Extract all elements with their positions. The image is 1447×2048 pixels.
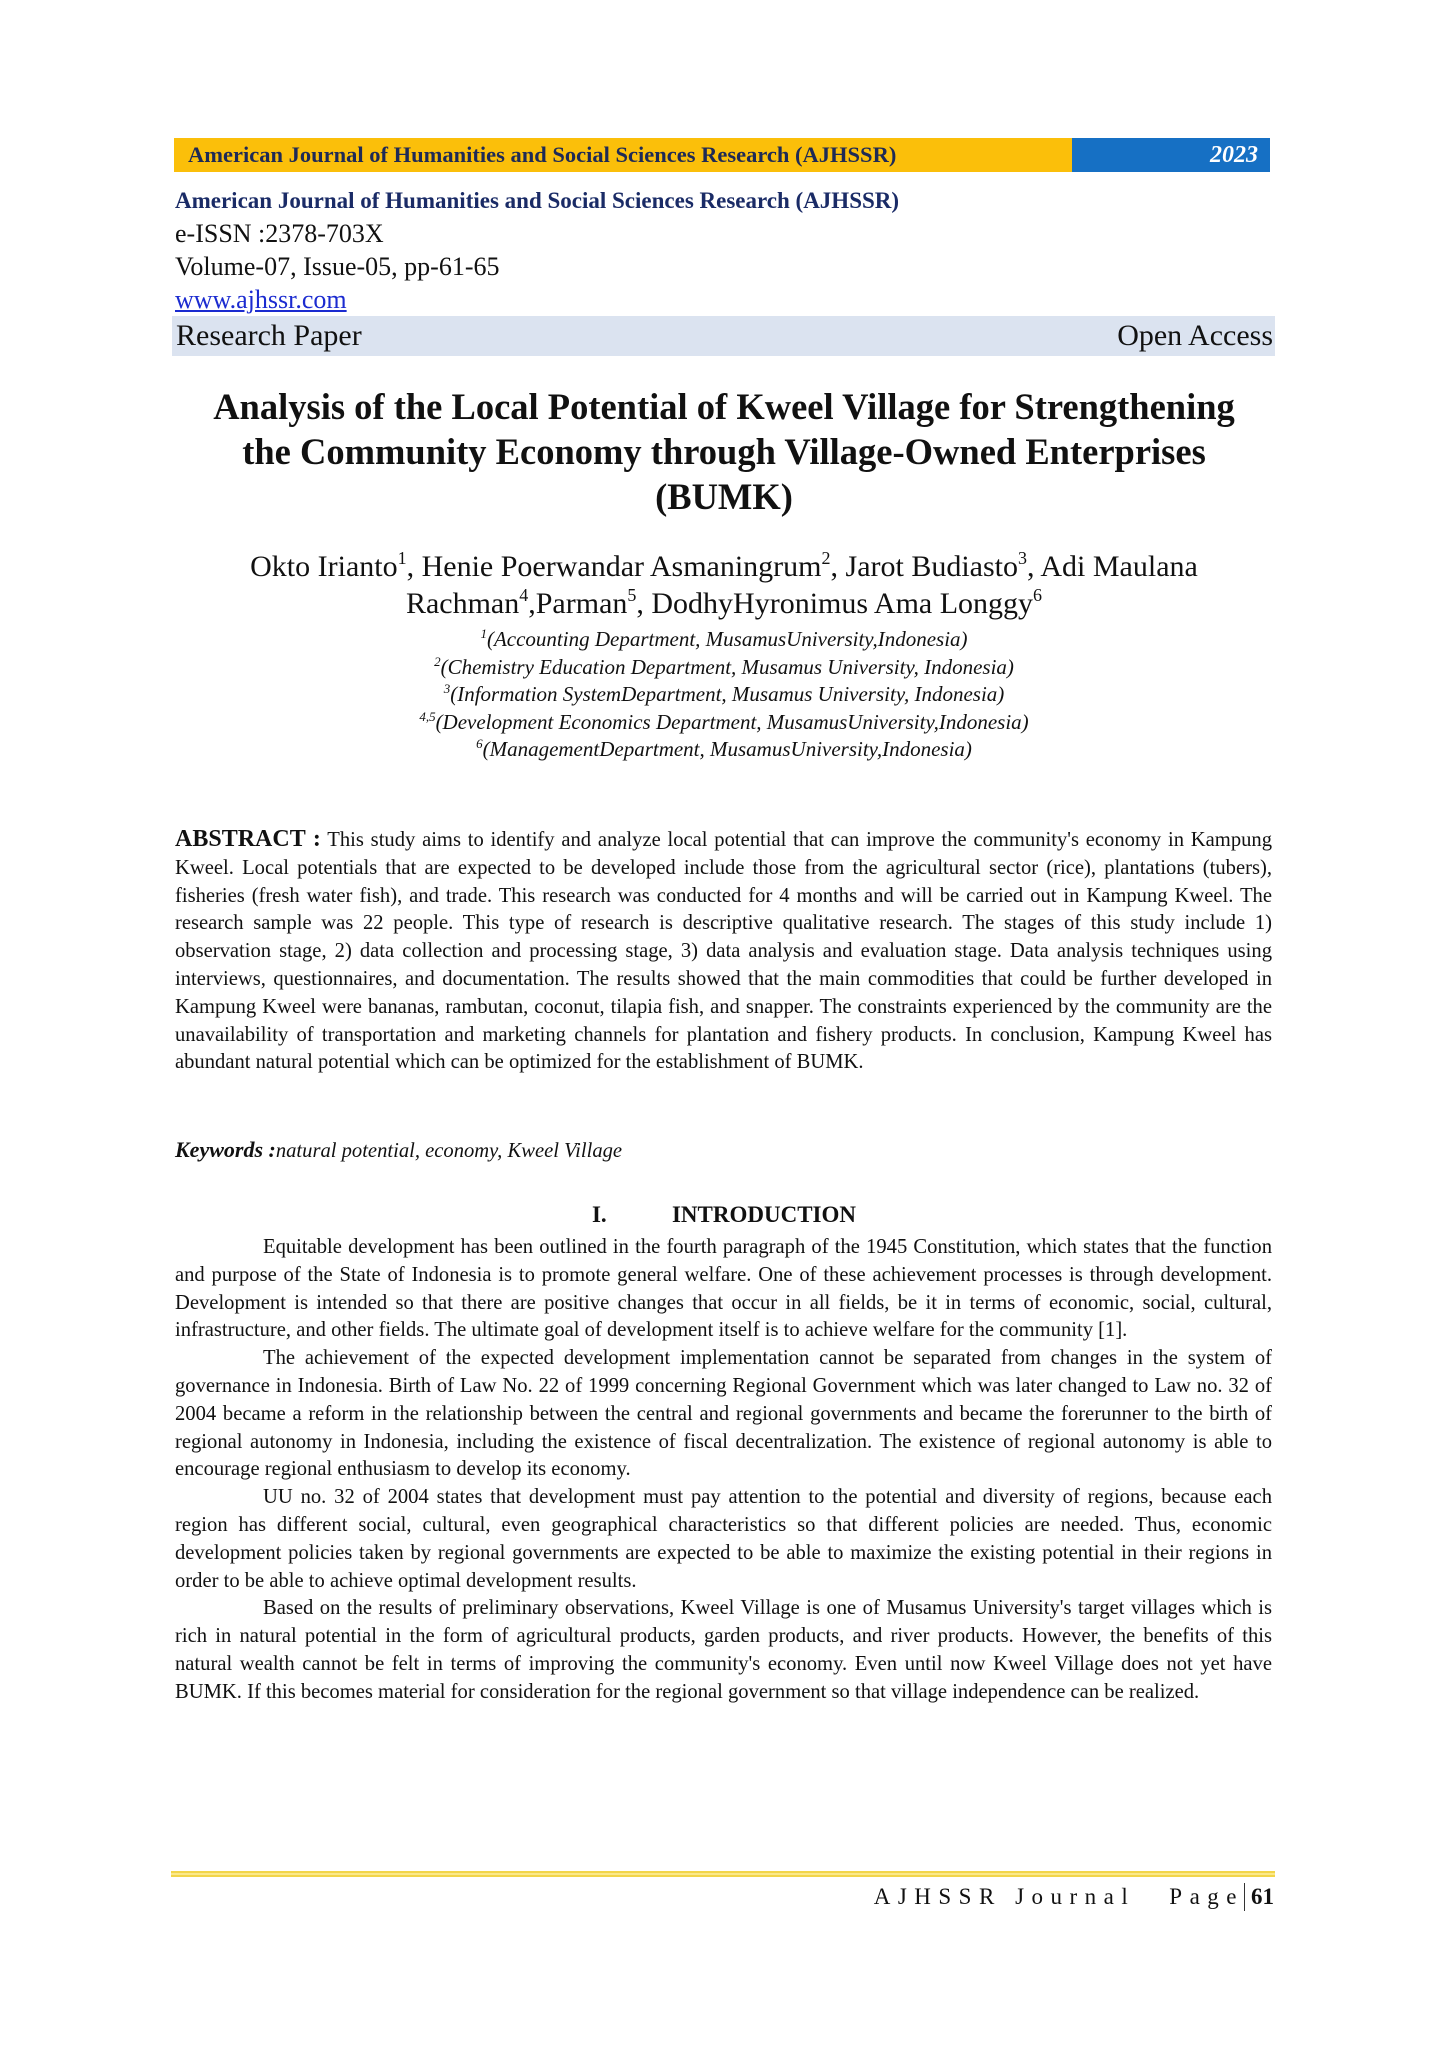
page-footer [874, 1882, 1274, 1912]
author-separator: , [636, 587, 652, 620]
affiliation-item [174, 681, 1274, 709]
affil-text: (Information SystemDepartment, Musamus University, Indonesia) [450, 682, 1005, 706]
section-number: I. [591, 1202, 607, 1227]
author-name: Parman [535, 587, 628, 620]
paragraph: Based on the results of preliminary observations, Kweel Village is one of Musamus University's target villages which is rich in natural potential in the form of agricultural products, garden products, and river products. However, the benefits of this natural wealth cannot be felt in terms of improving the community's economy. Even until now Kweel Village does not yet have BUMK. If this becomes material for consideration for the regional government so that village independence can be realized. [175, 1597, 1272, 1703]
footer-journal: AJHSSR Journal [873, 1884, 1136, 1909]
author-separator: , [1027, 550, 1041, 583]
affiliation-item [174, 654, 1274, 682]
title-line-1: Analysis of the Local Potential of Kweel Village for Strengthening [213, 386, 1235, 427]
affil-marker: 3 [443, 681, 451, 696]
header-year-block [1072, 138, 1270, 172]
abstract [175, 826, 1272, 1077]
author-affil-marker: 3 [1018, 548, 1028, 568]
paper-type-band [172, 316, 1275, 356]
affil-marker: 4,5 [419, 708, 436, 724]
keywords-text: natural potential, economy, Kweel Village [275, 1140, 623, 1162]
affiliation-item [174, 736, 1274, 764]
meta-issn: e-ISSN :2378-703X [175, 219, 384, 248]
author-affil-marker: 6 [1033, 585, 1043, 605]
affil-marker: 6 [476, 736, 483, 751]
footer-page-label: Page [1169, 1884, 1244, 1909]
author-name: Jarot Budiasto [845, 550, 1019, 583]
meta-journal-name: American Journal of Humanities and Social Sciences Research (AJHSSR) [175, 188, 900, 213]
paper-title [174, 384, 1274, 519]
authors-line-1 [174, 548, 1274, 585]
section-heading-introduction [174, 1200, 1274, 1230]
author-affil-marker: 5 [627, 585, 637, 605]
abstract-text: This study aims to identify and analyze local potential that can improve the community's economy in Kampung Kweel. Local potentials that are expected to be developed include those from the agricultural sector (rice), plantations (tubers), fisheries (fresh water fish), and trade. This research was conducted for 4 months and will be carried out in Kampung Kweel. The research sample was 22 people. This type of research is descriptive qualitative research. The stages of this study include 1) observation stage, 2) data collection and processing stage, 3) data analysis and evaluation stage. Data analysis techniques using interviews, questionnaires, and documentation. The results showed that the main commodities that could be further developed in Kampung Kweel were bananas, rambutan, coconut, tilapia fish, and snapper. The constraints experienced by the community are the unavailability of transportation and marketing channels for plantation and fishery products. In conclusion, Kampung Kweel has abundant natural potential which can be optimized for the establishment of BUMK. [175, 829, 1273, 1074]
header-title-block [174, 138, 1072, 172]
author-separator: , [528, 587, 536, 620]
author-affil-marker: 1 [397, 548, 407, 568]
author-name: Henie Poerwandar Asmaningrum [421, 550, 822, 583]
author-name-part: Rachman [405, 587, 520, 620]
keywords-label: Keywords : [175, 1137, 276, 1162]
affil-marker: 2 [434, 653, 441, 669]
header-year: 2023 [1210, 141, 1258, 168]
access-type-label: Open Access [1117, 319, 1273, 352]
journal-header-bar [174, 138, 1270, 172]
title-line-3: (BUMK) [655, 476, 793, 517]
affil-text: (Chemistry Education Department, Musamus University, Indonesia) [440, 654, 1014, 679]
affil-text: (Accounting Department, MusamusUniversity,Indonesia) [486, 627, 968, 651]
journal-meta [175, 185, 1275, 316]
author-list [174, 548, 1274, 622]
affiliation-item [174, 626, 1274, 654]
author-separator: , [406, 550, 422, 583]
footer-divider [171, 1871, 1275, 1877]
authors-line-2 [174, 585, 1274, 622]
author-affil-marker: 4 [519, 585, 529, 605]
keywords [175, 1136, 1272, 1166]
author-name: Okto Irianto [250, 550, 398, 583]
paragraph: UU no. 32 of 2004 states that development must pay attention to the potential and diversity of regions, because each region has different social, cultural, even geographical characteristics so that different policies are needed. Thus, economic development policies taken by regional governments are expected to be able to maximize the existing potential in their regions in order to be able to achieve optimal development results. [175, 1486, 1272, 1592]
affil-text: (ManagementDepartment, MusamusUniversity,Indonesia) [482, 737, 972, 761]
affiliation-item [174, 709, 1274, 737]
author-name: DodhyHyronimus Ama Longgy [651, 587, 1034, 620]
title-line-2: the Community Economy through Village-Owned Enterprises [242, 431, 1206, 472]
paper-type-label: Research Paper [176, 319, 362, 352]
section-title: INTRODUCTION [671, 1202, 857, 1227]
header-journal-title: American Journal of Humanities and Social Sciences Research (AJHSSR) [188, 142, 897, 167]
paragraph: Equitable development has been outlined in the fourth paragraph of the 1945 Constitution, which states that the function and purpose of the State of Indonesia is to promote general welfare. One of these achievement processes is through development. Development is intended so that there are positive changes that occur in all fields, be it in terms of economic, social, cultural, infrastructure, and other fields. The ultimate goal of development itself is to achieve welfare for the community [1]. [175, 1236, 1272, 1342]
author-affil-marker: 2 [821, 548, 831, 568]
affil-text: (Development Economics Department, MusamusUniversity,Indonesia) [435, 709, 1029, 734]
author-name-part: Adi Maulana [1040, 550, 1198, 583]
author-separator: , [830, 550, 846, 583]
affiliation-list [174, 626, 1274, 764]
paragraph: The achievement of the expected development implementation cannot be separated from changes in the system of governance in Indonesia. Birth of Law No. 22 of 1999 concerning Regional Government which was later changed to Law no. 32 of 2004 became a reform in the relationship between the central and regional governments and became the forerunner to the birth of regional autonomy in Indonesia, including the existence of fiscal decentralization. The existence of regional autonomy is able to encourage regional enthusiasm to develop its economy. [175, 1347, 1272, 1481]
abstract-label: ABSTRACT : [175, 826, 321, 852]
footer-page-number: 61 [1251, 1884, 1274, 1909]
affil-marker: 1 [480, 626, 487, 641]
footer-separator [1244, 1883, 1245, 1911]
introduction-body [175, 1234, 1272, 1707]
meta-volume: Volume-07, Issue-05, pp-61-65 [175, 252, 500, 281]
journal-website-link[interactable]: www.ajhssr.com [175, 285, 347, 314]
